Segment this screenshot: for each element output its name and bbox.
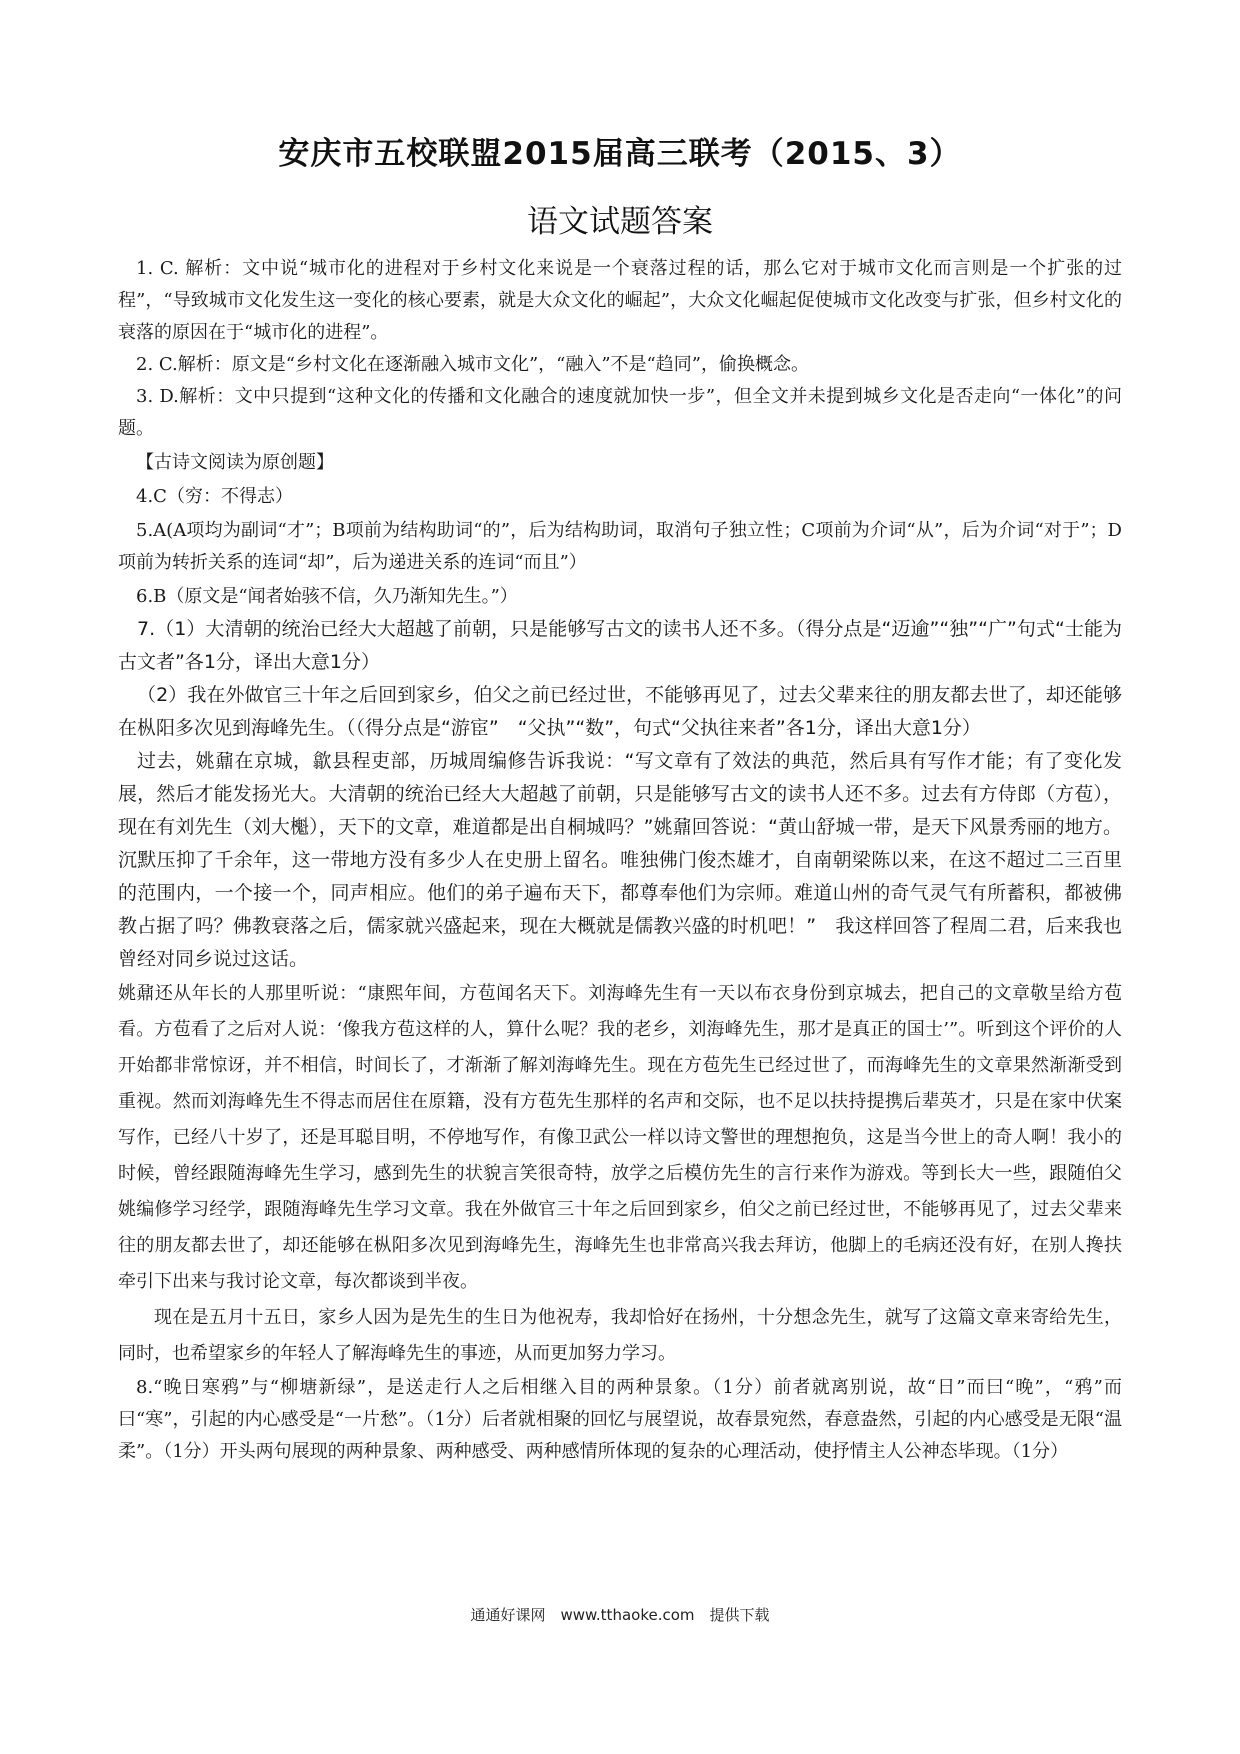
answer-q6: 6.B（原文是“闻者始骇不信，久乃渐知先生。”） bbox=[136, 586, 518, 607]
translation-paragraph-1: 过去，姚鼐在京城，歙县程吏部，历城周编修告诉我说：“写文章有了效法的典范，然后具有写作才能；有了变化发展，然后才能发扬光大。大清朝的统治已经大大超越了前朝，只是能够写古文的读书人还不多。过去有方侍郎（方苞），现在有刘先生（刘大櫆），天下的文章，难道都是出自桐城吗？”姚鼐回答说：“黄山舒城一带，是天下风景秀丽的地方。沉默压抑了千余年，这一带地方没有多少人在史册上留名。唯独佛门俊杰雄才，自南朝梁陈以来，在这不超过二三百里的范围内，一个接一个，同声相应。他们的弟子遍布天下，都尊奉他们为宗师。难道山州的奇气灵气有所蓄积，都被佛教占据了吗？佛教衰落之后，儒家就兴盛起来，现在大概就是儒教兴盛的时机吧！” 我这样回答了程周二君，后来我也曾经对同乡说过这话。 bbox=[118, 750, 1122, 970]
answer-q7-part1: 7.（1）大清朝的统治已经大大超越了前朝，只是能够写古文的读书人还不多。（得分点是“迈逾”“独”“广”句式“士能为古文者”各1分，译出大意1分） bbox=[118, 618, 1122, 673]
footer-source: 通通好课网 www.tthaoke.com 提供下载 bbox=[470, 1606, 770, 1624]
answer-q7-part2: （2）我在外做官三十年之后回到家乡，伯父之前已经过世，不能够再见了，过去父辈来往的朋友都去世了，却还能够在枞阳多次见到海峰先生。（（得分点是“游宦” “父执”“数”，句式“父执往来者”各1分，译出大意1分） bbox=[118, 684, 1122, 739]
answer-content bbox=[118, 253, 1122, 1468]
page-subtitle: 语文试题答案 bbox=[527, 204, 713, 240]
answer-q8: 8.“晚日寒鸦”与“柳塘新绿”，是送走行人之后相继入目的两种景象。（1分）前者就离别说，故“日”而曰“晚”，“鸦”而曰“寒”，引起的内心感受是“一片愁”。（1分）后者就相聚的回忆与展望说，故春景宛然，春意盎然，引起的内心感受是无限“温柔”。（1分）开头两句展现的两种景象、两种感受、两种感情所体现的复杂的心理活动，使抒情主人公神态毕现。（1分） bbox=[118, 1377, 1122, 1462]
translation-paragraph-2: 姚鼐还从年长的人那里听说：“康熙年间，方苞闻名天下。刘海峰先生有一天以布衣身份到京城去，把自己的文章敬呈给方苞看。方苞看了之后对人说：‘像我方苞这样的人，算什么呢？我的老乡，刘海峰先生，那才是真正的国士’”。听到这个评价的人开始都非常惊讶，并不相信，时间长了，才渐渐了解刘海峰先生。现在方苞先生已经过世了，而海峰先生的文章果然渐渐受到重视。然而刘海峰先生不得志而居住在原籍，没有方苞先生那样的名声和交际，也不足以扶持提携后辈英才，只是在家中伏案写作，已经八十岁了，还是耳聪目明，不停地写作，有像卫武公一样以诗文警世的理想抱负，这是当今世上的奇人啊！我小的时候，曾经跟随海峰先生学习，感到先生的状貌言笑很奇特，放学之后模仿先生的言行来作为游戏。等到长大一些，跟随伯父姚编修学习经学，跟随海峰先生学习文章。我在外做官三十年之后回到家乡，伯父之前已经过世，不能够再见了，过去父辈来往的朋友都去世了，却还能够在枞阳多次见到海峰先生，海峰先生也非常高兴我去拜访，他脚上的毛病还没有好，在别人搀扶牵引下出来与我讨论文章，每次都谈到半夜。 bbox=[118, 983, 1122, 1292]
answer-q5: 5.A(A项均为副词“才”；B项前为结构助词“的”，后为结构助词，取消句子独立性；C项前为介词“从”，后为介词“对于”；D项前为转折关系的连词“却”，后为递进关系的连词“而且”） bbox=[118, 520, 1122, 573]
section-note: 【古诗文阅读为原创题】 bbox=[136, 452, 334, 473]
page-title: 安庆市五校联盟2015届高三联考（2015、3） bbox=[278, 136, 962, 172]
answer-q4: 4.C（穷：不得志） bbox=[136, 486, 293, 507]
answer-q2: 2. C.解析：原文是“乡村文化在逐渐融入城市文化”，“融入”不是“趋同”，偷换概念。 bbox=[136, 354, 809, 375]
answer-q1: 1. C. 解析：文中说“城市化的进程对于乡村文化来说是一个衰落过程的话，那么它对于城市文化而言则是一个扩张的过程”，“导致城市文化发生这一变化的核心要素，就是大众文化的崛起”，大众文化崛起促使城市文化改变与扩张，但乡村文化的衰落的原因在于“城市化的进程”。 bbox=[118, 258, 1122, 343]
answer-q3: 3. D.解析：文中只提到“这种文化的传播和文化融合的速度就加快一步”，但全文并未提到城乡文化是否走向“一体化”的问题。 bbox=[118, 386, 1122, 439]
translation-paragraph-3: 现在是五月十五日，家乡人因为是先生的生日为他祝寿，我却恰好在扬州，十分想念先生，就写了这篇文章来寄给先生，同时，也希望家乡的年轻人了解海峰先生的事迹，从而更加努力学习。 bbox=[118, 1307, 1122, 1364]
